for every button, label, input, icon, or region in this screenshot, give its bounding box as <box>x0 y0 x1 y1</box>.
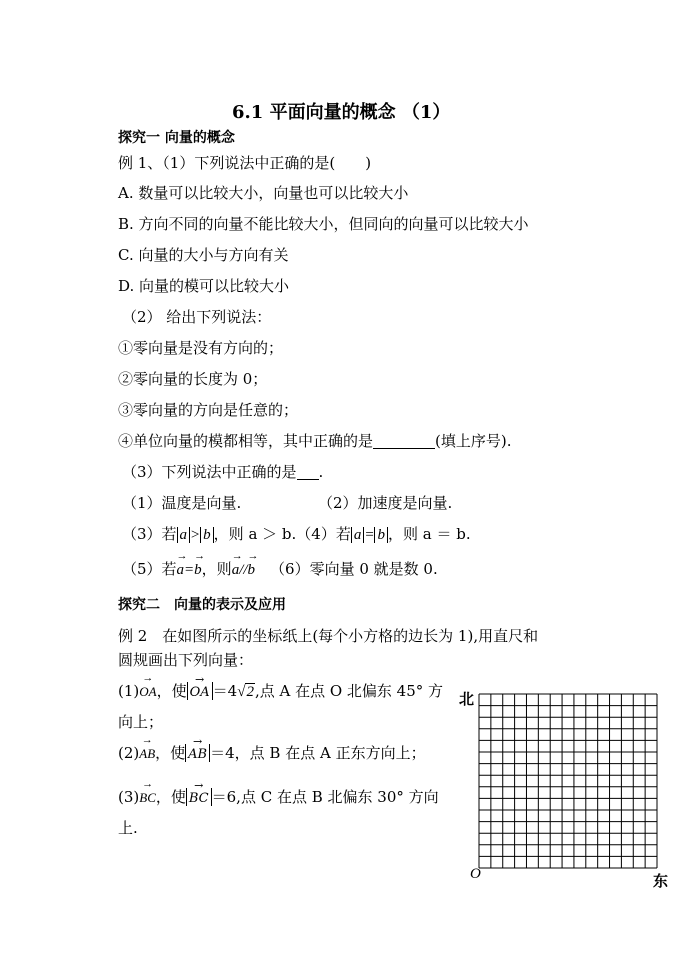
coordinate-grid <box>478 693 658 873</box>
example2-intro-2: 圆规画出下列向量： <box>118 651 254 669</box>
grid-svg <box>478 693 658 869</box>
example1-question2: （2） 给出下列说法： <box>122 308 272 326</box>
option-c: C. 向量的大小与方向有关 <box>118 246 289 264</box>
vector-parallel-expr: → a//→ b <box>232 562 255 578</box>
example2-line-1-cont: 向上； <box>118 713 164 731</box>
line2-b: ，使 <box>155 744 186 762</box>
line2-c: ＝4，点 B 在点 A 正东方向上； <box>210 744 426 762</box>
statement-4-line <box>118 434 512 449</box>
line3-b: ，使 <box>155 788 186 806</box>
example1-question1: 例 1、（1）下列说法中正确的是( ) <box>118 154 372 172</box>
abs-compare-gt: a > b <box>177 527 214 543</box>
option-a: A. 数量可以比较大小，向量也可以比较大小 <box>118 184 409 202</box>
item-5-pre: （5）若 <box>122 560 177 578</box>
example1-question3-line <box>122 465 323 480</box>
item-3-4-line <box>122 527 471 543</box>
line1-a: (1) <box>118 682 140 700</box>
origin-label: O <box>470 866 481 882</box>
item-1: （1）温度是向量. <box>122 494 242 512</box>
item-2: （2）加速度是向量. <box>318 494 453 512</box>
item-6: （6）零向量 0 就是数 0. <box>270 560 438 578</box>
example1-question3: （3）下列说法中正确的是 <box>122 463 297 481</box>
item-5-mid: ，则 <box>201 560 232 578</box>
example2-intro-1: 例 2 在如图所示的坐标纸上(每个小方格的边长为 1),用直尺和 <box>118 627 539 645</box>
example2-line-2 <box>118 746 426 761</box>
abs-ab: → AB <box>185 744 210 762</box>
answer-blank-2 <box>297 479 319 480</box>
item-3-pre: （3）若 <box>122 525 177 543</box>
answer-blank <box>373 448 435 449</box>
option-b: B. 方向不同的向量不能比较大小，但同向的向量可以比较大小 <box>118 215 529 233</box>
line1-d: ,点 A 在点 O 北偏东 45° 方 <box>254 682 444 700</box>
example2-line-3 <box>118 790 439 805</box>
page-title: 6.1 平面向量的概念 （1） <box>232 102 451 123</box>
line3-c: ＝6,点 C 在点 B 北偏东 30° 方向 <box>211 788 439 806</box>
line2-a: (2) <box>118 744 140 762</box>
vector-oa: → OA <box>139 685 156 698</box>
east-label: 东 <box>653 872 669 890</box>
section-heading-1: 探究一 向量的概念 <box>118 130 235 146</box>
line1-b: ，使 <box>156 682 187 700</box>
abs-bc: → BC <box>186 788 212 806</box>
statement-4: ④单位向量的模都相等，其中正确的是 <box>118 432 374 450</box>
line1-c: ＝4 <box>212 682 238 700</box>
question3-end: . <box>318 463 324 481</box>
vector-bc: → BC <box>139 791 156 804</box>
statement-3: ③零向量的方向是任意的； <box>118 401 299 419</box>
vector-equal-expr: → a=→ b <box>177 562 202 578</box>
example2-line-3-cont: 上. <box>118 819 138 837</box>
north-label: 北 <box>459 690 475 708</box>
option-d: D. 向量的模可以比较大小 <box>118 277 290 295</box>
statement-2: ②零向量的长度为 0； <box>118 370 268 388</box>
abs-compare-eq: a = b <box>351 527 388 543</box>
line3-a: (3) <box>118 788 140 806</box>
example2-line-1 <box>118 684 443 700</box>
item-3-mid: ，则 a ＞ b.（4）若 <box>213 525 351 543</box>
abs-oa: → OA <box>187 682 213 700</box>
vector-ab: → AB <box>139 747 155 760</box>
sqrt-2: √2 <box>237 684 254 700</box>
statement-1: ①零向量是没有方向的； <box>118 339 284 357</box>
item-5-6-line <box>122 562 438 578</box>
section-heading-2: 探究二 向量的表示及应用 <box>118 597 286 613</box>
fill-note: (填上序号). <box>435 432 512 450</box>
item-3-end: ，则 a ＝ b. <box>387 525 471 543</box>
